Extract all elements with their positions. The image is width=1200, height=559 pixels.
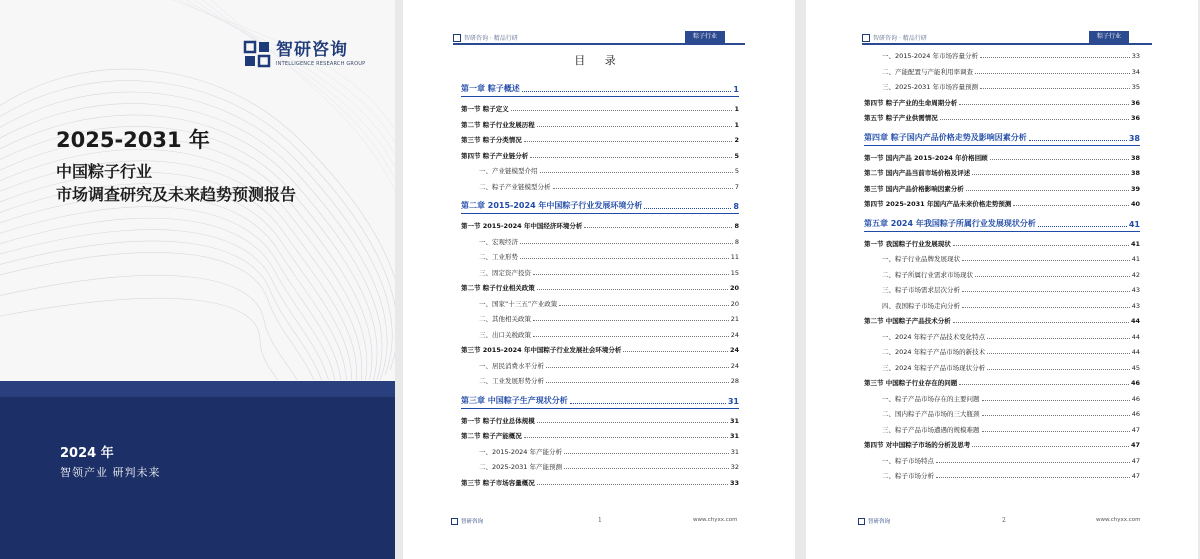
toc-entry-page: 41 [1130, 239, 1140, 248]
toc-dot-leader [524, 141, 733, 142]
toc-dot-leader [972, 174, 1129, 175]
toc-dot-leader [980, 57, 1130, 58]
toc-entry-page: 1 [733, 85, 739, 94]
toc-entry-title: 一、粽子产品市场存在的主要问题 [882, 394, 980, 403]
toc-entry-title: 第三节 粽子市场容量概况 [461, 478, 535, 487]
toc-dot-leader [546, 367, 729, 368]
toc-dot-leader [962, 260, 1130, 261]
toc-entry-title: 第一章 粽子概述 [461, 84, 520, 93]
toc-entry-page: 20 [730, 299, 739, 308]
toc-dot-leader [975, 276, 1130, 277]
toc-dot-leader [553, 188, 733, 189]
toc-entry-title: 第二节 中国粽子产品技术分析 [864, 317, 951, 325]
toc-entry-title: 二、国内粽子产品市场的三大瓶颈 [882, 410, 980, 418]
toc-entry-title: 三、出口关税政策 [479, 330, 531, 339]
toc-entry-title: 一、粽子市场特点 [882, 456, 934, 465]
toc-subsection-entry[interactable] [479, 299, 739, 308]
toc-subsection-entry[interactable] [882, 67, 1140, 76]
toc-entry-page: 42 [1131, 270, 1140, 279]
page-number: 1 [598, 517, 602, 524]
toc-entry-page: 31 [727, 396, 739, 406]
toc-entry-page: 32 [730, 463, 739, 471]
toc-entry-title: 第一节 粽子行业总体规模 [461, 416, 535, 425]
toc-entry-title: 一、粽子行业品牌发展现状 [882, 255, 960, 263]
toc-entry-title: 一、国家“十三五”产业政策 [479, 299, 558, 308]
toc-entry-page: 36 [1130, 114, 1140, 122]
header-logo-icon [862, 34, 870, 42]
toc-entry-title: 第四节 2025-2031 年国内产品未来价格走势预测 [864, 200, 1012, 208]
toc-subsection-entry[interactable] [479, 237, 739, 246]
toc-chapter-entry[interactable] [461, 83, 739, 94]
toc-dot-leader [524, 437, 728, 438]
toc-entry-page: 31 [729, 432, 739, 440]
toc-dot-leader [537, 484, 728, 485]
toc-section-entry[interactable] [864, 199, 1140, 208]
toc-dot-leader [987, 369, 1130, 370]
toc-dot-leader [975, 73, 1130, 74]
toc-entry-title: 一、2015-2024 年产能分析 [479, 447, 562, 456]
toc-entry-page: 31 [729, 416, 739, 425]
toc-dot-leader [623, 351, 728, 352]
toc-dot-leader [520, 258, 729, 259]
toc-entry-title: 第三节 国内产品价格影响因素分析 [864, 184, 964, 193]
toc-subsection-entry[interactable] [882, 347, 1140, 356]
toc-dot-leader [962, 291, 1130, 292]
toc-entry-title: 二、工业发展形势分析 [479, 377, 544, 385]
toc-entry-page: 15 [730, 268, 739, 277]
toc-entry-page: 41 [1128, 219, 1140, 229]
toc-subsection-entry[interactable] [479, 447, 739, 456]
toc-subsection-entry[interactable] [882, 456, 1140, 465]
footer-brand [451, 517, 483, 525]
toc-entry-title: 二、产能配置与产能利用率调查 [882, 67, 973, 76]
toc-entry-page: 1 [734, 105, 739, 113]
page-header-brand [862, 33, 927, 42]
toc-entry-page: 47 [1130, 441, 1140, 449]
toc-dot-leader [982, 431, 1130, 432]
toc-dot-leader [537, 289, 728, 290]
toc-dot-leader [644, 208, 731, 209]
toc-entry-title: 三、粽子市场需求层次分析 [882, 286, 960, 294]
brand-name-en: INTELLIGENCE RESEARCH GROUP [276, 61, 366, 67]
toc-dot-leader [564, 468, 729, 469]
toc-dot-leader [972, 446, 1129, 447]
toc-dot-leader [530, 157, 732, 158]
toc-entry-page: 5 [734, 167, 739, 175]
toc-entry-page: 28 [730, 377, 739, 385]
toc-entry-title: 二、2024 年粽子产品市场的新技术 [882, 348, 986, 356]
toc-section-entry[interactable] [461, 416, 739, 425]
toc-entry-page: 24 [730, 330, 739, 339]
toc-dot-leader [522, 91, 732, 92]
toc-subsection-entry[interactable] [882, 301, 1140, 310]
toc-subsection-entry[interactable] [479, 166, 739, 175]
toc-dot-leader [537, 126, 733, 127]
toc-entry-title: 第一节 我国粽子行业发展现状 [864, 239, 951, 248]
toc-section-entry[interactable] [461, 104, 739, 113]
toc-subsection-entry[interactable] [882, 425, 1140, 434]
toc-section-entry[interactable] [461, 120, 739, 129]
toc-entry-page: 2 [734, 136, 739, 144]
toc-entry-page: 40 [1130, 200, 1140, 208]
toc-dot-leader [540, 172, 733, 173]
toc-entry-page: 47 [1131, 456, 1140, 465]
toc-entry-title: 一、产业链模型介绍 [479, 167, 538, 175]
cover-publish-year: 2024 年 [60, 446, 114, 461]
toc-entry-page: 44 [1131, 348, 1140, 356]
toc-entry-title: 第二章 2015-2024 年中国粽子行业发展环境分析 [461, 201, 643, 210]
toc-entry-page: 43 [1131, 301, 1140, 310]
header-rule [453, 43, 745, 45]
toc-dot-leader [987, 353, 1130, 354]
toc-dot-leader [533, 336, 729, 337]
toc-subsection-entry[interactable] [479, 182, 739, 191]
toc-chapter-entry[interactable] [461, 395, 739, 406]
toc-entry-page: 44 [1131, 332, 1140, 341]
header-industry-tag: 粽子行业 [685, 31, 725, 43]
toc-section-entry[interactable] [461, 151, 739, 160]
toc-dot-leader [959, 104, 1129, 105]
toc-entry-title: 第四节 粽子产业的生命周期分析 [864, 98, 958, 107]
toc-entry-title: 四、我国粽子市场走向分析 [882, 301, 960, 310]
toc-dot-leader [1013, 205, 1129, 206]
toc-section-entry[interactable] [864, 316, 1140, 325]
toc-subsection-entry[interactable] [479, 314, 739, 323]
toc-chapter-rule [461, 408, 739, 409]
toc-dot-leader [990, 159, 1129, 160]
toc-subsection-entry[interactable] [882, 471, 1140, 480]
toc-entry-page: 21 [730, 315, 739, 323]
toc-dot-leader [982, 400, 1130, 401]
header-brand-text: 智研咨询 · 精品行研 [464, 35, 518, 42]
brand-logo-icon [243, 40, 271, 68]
toc-entry-page: 38 [1130, 153, 1140, 162]
toc-chapter-entry[interactable] [864, 218, 1140, 229]
toc-section-entry[interactable] [864, 440, 1140, 449]
toc-section-entry[interactable] [864, 378, 1140, 387]
toc-entry-page: 47 [1131, 472, 1140, 480]
toc-page-2 [806, 0, 1198, 559]
toc-dot-leader [584, 227, 732, 228]
footer-brand-text: 智研咨询 [868, 519, 891, 525]
footer-url: www.chyxx.com [693, 517, 738, 523]
toc-chapter-rule [864, 145, 1140, 146]
toc-section-entry[interactable] [461, 478, 739, 487]
toc-entry-page: 36 [1130, 98, 1140, 107]
toc-entry-title: 第二节 粽子产能概况 [461, 432, 522, 440]
toc-subsection-entry[interactable] [882, 363, 1140, 372]
toc-entry-title: 第二节 粽子行业相关政策 [461, 284, 535, 292]
toc-dot-leader [559, 305, 728, 306]
toc-dot-leader [537, 422, 728, 423]
toc-dot-leader [1038, 226, 1127, 227]
toc-entry-title: 第三节 2015-2024 年中国粽子行业发展社会环境分析 [461, 346, 622, 354]
toc-entry-page: 43 [1131, 286, 1140, 294]
toc-dot-leader [982, 415, 1130, 416]
cover-slogan: 智领产业 研判未来 [60, 466, 161, 479]
footer-url: www.chyxx.com [1096, 517, 1141, 523]
toc-entry-page: 35 [1131, 83, 1140, 91]
toc-entry-page: 7 [734, 182, 739, 191]
report-title-line1: 中国粽子行业 [56, 162, 153, 181]
toc-entry-page: 47 [1131, 425, 1140, 434]
toc-entry-title: 二、工业形势 [479, 253, 518, 261]
brand-logo [243, 40, 365, 68]
report-title-line2: 市场调查研究及未来趋势预测报告 [56, 185, 297, 204]
toc-dot-leader [1029, 140, 1127, 141]
toc-entry-title: 一、宏观经济 [479, 237, 518, 246]
report-title-years: 2025-2031 年 [56, 128, 210, 152]
toc-dot-leader [959, 384, 1129, 385]
toc-entry-page: 39 [1130, 184, 1140, 193]
header-brand-text: 智研咨询 · 精品行研 [873, 35, 927, 42]
toc-entry-title: 第二节 国内产品当前市场价格及评述 [864, 169, 971, 177]
toc-subsection-entry[interactable] [479, 361, 739, 370]
toc-entry-title: 一、2024 年粽子产品技术变化特点 [882, 332, 986, 341]
page-header-brand [453, 33, 518, 42]
toc-entry-title: 二、粽子市场分析 [882, 472, 934, 480]
toc-chapter-rule [461, 213, 739, 214]
footer-logo-icon [858, 518, 865, 525]
toc-entry-page: 38 [1128, 133, 1140, 143]
toc-entry-page: 8 [733, 202, 739, 211]
toc-chapter-rule [461, 96, 739, 97]
toc-entry-page: 34 [1131, 67, 1140, 76]
toc-dot-leader [520, 243, 733, 244]
toc-entry-title: 三、2025-2031 年市场容量预测 [882, 83, 978, 91]
toc-dot-leader [546, 382, 729, 383]
footer-brand-text: 智研咨询 [461, 519, 484, 525]
toc-entry-page: 46 [1131, 410, 1140, 418]
toc-entry-title: 第四节 对中国粽子市场的分析及思考 [864, 441, 971, 449]
toc-entry-page: 38 [1130, 169, 1140, 177]
toc-entry-page: 46 [1130, 379, 1140, 387]
toc-dot-leader [533, 274, 729, 275]
toc-section-entry[interactable] [864, 239, 1140, 248]
toc-entry-page: 5 [734, 151, 739, 160]
toc-subsection-entry[interactable] [479, 252, 739, 261]
toc-entry-page: 33 [729, 478, 739, 487]
toc-dot-leader [980, 88, 1130, 89]
toc-entry-page: 44 [1130, 317, 1140, 325]
toc-entry-page: 1 [734, 120, 739, 129]
toc-subsection-entry[interactable] [882, 394, 1140, 403]
toc-dot-leader [987, 338, 1130, 339]
toc-entry-title: 二、粽子产业链模型分析 [479, 182, 551, 191]
toc-entry-title: 第一节 国内产品 2015-2024 年价格回顾 [864, 153, 988, 162]
toc-dot-leader [962, 307, 1130, 308]
toc-dot-leader [940, 119, 1129, 120]
toc-entry-page: 46 [1131, 394, 1140, 403]
toc-section-entry[interactable] [461, 283, 739, 292]
cover-band-accent [0, 381, 395, 397]
toc-entry-title: 二、2025-2031 年产能预测 [479, 463, 562, 471]
toc-section-entry[interactable] [864, 98, 1140, 107]
toc-dot-leader [936, 477, 1130, 478]
toc-entry-page: 20 [729, 284, 739, 292]
toc-dot-leader [511, 110, 733, 111]
toc-entry-page: 41 [1131, 255, 1140, 263]
toc-entry-page: 8 [734, 222, 739, 230]
toc-page-1 [403, 0, 795, 559]
toc-subsection-entry[interactable] [479, 268, 739, 277]
toc-title: 目 录 [574, 54, 624, 67]
toc-entry-title: 二、其他相关政策 [479, 315, 531, 323]
toc-section-entry[interactable] [864, 153, 1140, 162]
toc-dot-leader [953, 245, 1129, 246]
toc-entry-page: 11 [730, 253, 739, 261]
toc-entry-title: 二、粽子所属行业需求市场现状 [882, 270, 973, 279]
toc-entry-title: 第三章 中国粽子生产现状分析 [461, 395, 568, 405]
toc-chapter-rule [864, 231, 1140, 232]
toc-subsection-entry[interactable] [882, 82, 1140, 91]
toc-entry-title: 第五章 2024 年我国粽子所属行业发展现状分析 [864, 218, 1036, 228]
toc-entry-title: 第三节 中国粽子行业存在的问题 [864, 379, 958, 387]
toc-subsection-entry[interactable] [882, 409, 1140, 418]
toc-subsection-entry[interactable] [479, 376, 739, 385]
toc-section-entry[interactable] [864, 184, 1140, 193]
toc-entry-title: 第五节 粽子产业供需情况 [864, 114, 938, 122]
page-number: 2 [1002, 517, 1006, 524]
toc-section-entry[interactable] [461, 345, 739, 354]
toc-entry-title: 一、居民消费水平分析 [479, 361, 544, 370]
toc-section-entry[interactable] [461, 431, 739, 440]
footer-brand [858, 517, 890, 525]
toc-subsection-entry[interactable] [882, 270, 1140, 279]
toc-subsection-entry[interactable] [882, 285, 1140, 294]
toc-entry-title: 第三节 粽子分类情况 [461, 136, 522, 144]
toc-dot-leader [570, 403, 726, 404]
header-rule [862, 43, 1152, 45]
toc-subsection-entry[interactable] [882, 254, 1140, 263]
toc-entry-title: 三、固定资产投资 [479, 268, 531, 277]
toc-subsection-entry[interactable] [479, 462, 739, 471]
toc-section-entry[interactable] [461, 221, 739, 230]
toc-dot-leader [564, 453, 729, 454]
toc-entry-title: 三、粽子产品市场遭遇的规模难题 [882, 425, 980, 434]
toc-entry-title: 第一节 粽子定义 [461, 105, 509, 113]
toc-section-entry[interactable] [461, 135, 739, 144]
toc-dot-leader [533, 320, 729, 321]
toc-section-entry[interactable] [864, 113, 1140, 122]
toc-chapter-entry[interactable] [461, 200, 739, 211]
toc-subsection-entry[interactable] [882, 51, 1140, 60]
toc-entry-title: 三、2024 年粽子产品市场现状分析 [882, 363, 986, 372]
toc-entry-page: 45 [1131, 363, 1140, 372]
toc-entry-page: 33 [1131, 52, 1140, 60]
report-cover-page [0, 0, 395, 559]
toc-entry-title: 第四节 粽子产业链分析 [461, 151, 529, 160]
toc-entry-page: 8 [734, 237, 739, 246]
toc-dot-leader [953, 322, 1129, 323]
toc-entry-title: 一、2015-2024 年市场容量分析 [882, 52, 978, 60]
toc-dot-leader [936, 462, 1130, 463]
toc-entry-title: 第一节 2015-2024 年中国经济环境分析 [461, 222, 583, 230]
toc-entry-page: 31 [730, 447, 739, 456]
toc-entry-title: 第二节 粽子行业发展历程 [461, 120, 535, 129]
toc-subsection-entry[interactable] [479, 330, 739, 339]
toc-chapter-entry[interactable] [864, 132, 1140, 143]
toc-dot-leader [966, 190, 1129, 191]
footer-logo-icon [451, 518, 458, 525]
toc-entry-page: 24 [730, 361, 739, 370]
toc-entry-title: 第四章 粽子国内产品价格走势及影响因素分析 [864, 132, 1027, 142]
toc-section-entry[interactable] [864, 168, 1140, 177]
header-logo-icon [453, 34, 461, 42]
toc-entry-page: 24 [729, 346, 739, 354]
header-industry-tag: 粽子行业 [1089, 31, 1129, 43]
brand-name-cn: 智研咨询 [276, 40, 348, 60]
toc-subsection-entry[interactable] [882, 332, 1140, 341]
